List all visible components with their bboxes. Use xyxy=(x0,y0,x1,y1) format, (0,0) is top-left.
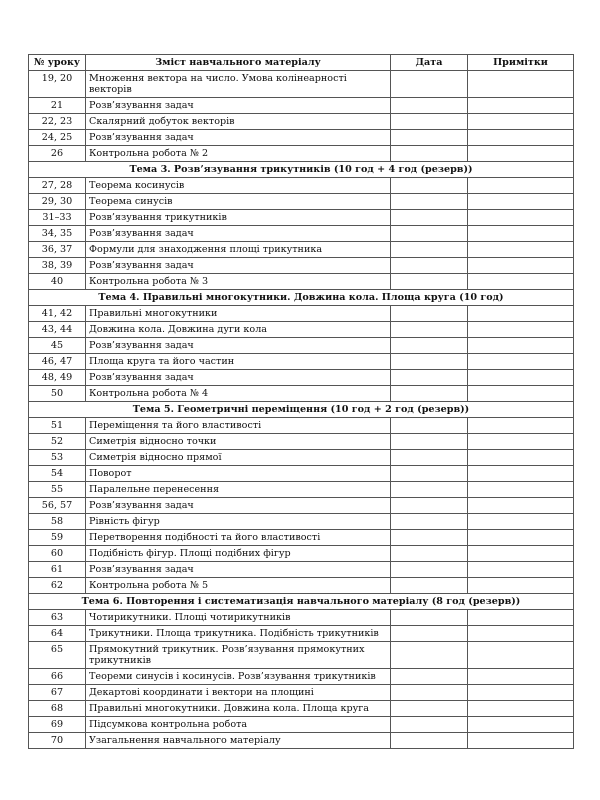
lesson-content: Площа круга та його частин xyxy=(86,354,391,370)
lesson-content: Множення вектора на число. Умова колінеарності векторів xyxy=(86,71,391,98)
table-row xyxy=(29,642,574,669)
table-row xyxy=(29,130,574,146)
date-cell[interactable] xyxy=(391,498,468,514)
lesson-number: 38, 39 xyxy=(29,258,86,274)
lesson-number: 51 xyxy=(29,418,86,434)
table-row xyxy=(29,242,574,258)
lesson-plan-table xyxy=(28,54,574,749)
header-notes: Примітки xyxy=(468,55,574,71)
lesson-number: 62 xyxy=(29,578,86,594)
notes-cell[interactable] xyxy=(468,685,574,701)
date-cell[interactable] xyxy=(391,306,468,322)
topic-title: Тема 5. Геометричні переміщення (10 год + 2 год (резерв)) xyxy=(29,402,574,418)
lesson-number: 22, 23 xyxy=(29,114,86,130)
date-cell[interactable] xyxy=(391,71,468,98)
lesson-number: 55 xyxy=(29,482,86,498)
table-row xyxy=(29,562,574,578)
lesson-content: Подібність фігур. Площі подібних фігур xyxy=(86,546,391,562)
lesson-number: 60 xyxy=(29,546,86,562)
lesson-content: Теорема косинусів xyxy=(86,178,391,194)
notes-cell[interactable] xyxy=(468,546,574,562)
notes-cell[interactable] xyxy=(468,98,574,114)
date-cell[interactable] xyxy=(391,146,468,162)
notes-cell[interactable] xyxy=(468,338,574,354)
lesson-content: Розв’язування задач xyxy=(86,370,391,386)
lesson-number: 53 xyxy=(29,450,86,466)
table-row xyxy=(29,114,574,130)
date-cell[interactable] xyxy=(391,642,468,669)
table-row xyxy=(29,370,574,386)
lesson-content: Розв’язування задач xyxy=(86,226,391,242)
notes-cell[interactable] xyxy=(468,370,574,386)
notes-cell[interactable] xyxy=(468,642,574,669)
lesson-content: Контрольна робота № 4 xyxy=(86,386,391,402)
table-row xyxy=(29,210,574,226)
lesson-content: Контрольна робота № 2 xyxy=(86,146,391,162)
date-cell[interactable] xyxy=(391,370,468,386)
table-row xyxy=(29,450,574,466)
notes-cell[interactable] xyxy=(468,578,574,594)
notes-cell[interactable] xyxy=(468,466,574,482)
date-cell[interactable] xyxy=(391,669,468,685)
lesson-number: 64 xyxy=(29,626,86,642)
topic-row xyxy=(29,594,574,610)
date-cell[interactable] xyxy=(391,578,468,594)
notes-cell[interactable] xyxy=(468,733,574,749)
notes-cell[interactable] xyxy=(468,418,574,434)
date-cell[interactable] xyxy=(391,338,468,354)
table-row xyxy=(29,418,574,434)
lesson-number: 41, 42 xyxy=(29,306,86,322)
table-row xyxy=(29,98,574,114)
notes-cell[interactable] xyxy=(468,514,574,530)
date-cell[interactable] xyxy=(391,258,468,274)
table-row xyxy=(29,338,574,354)
header-content: Зміст навчального матеріалу xyxy=(86,55,391,71)
lesson-number: 21 xyxy=(29,98,86,114)
date-cell[interactable] xyxy=(391,130,468,146)
lesson-content: Довжина кола. Довжина дуги кола xyxy=(86,322,391,338)
lesson-number: 69 xyxy=(29,717,86,733)
lesson-content: Декартові координати і вектори на площині xyxy=(86,685,391,701)
table-row xyxy=(29,178,574,194)
notes-cell[interactable] xyxy=(468,386,574,402)
lesson-content: Узагальнення навчального матеріалу xyxy=(86,733,391,749)
lesson-content: Контрольна робота № 3 xyxy=(86,274,391,290)
table-row xyxy=(29,274,574,290)
lesson-content: Поворот xyxy=(86,466,391,482)
topic-title: Тема 4. Правильні многокутники. Довжина кола. Площа круга (10 год) xyxy=(29,290,574,306)
date-cell[interactable] xyxy=(391,242,468,258)
lesson-number: 36, 37 xyxy=(29,242,86,258)
notes-cell[interactable] xyxy=(468,562,574,578)
notes-cell[interactable] xyxy=(468,146,574,162)
date-cell[interactable] xyxy=(391,717,468,733)
date-cell[interactable] xyxy=(391,626,468,642)
header-lesson-number: № уроку xyxy=(29,55,86,71)
lesson-number: 65 xyxy=(29,642,86,669)
lesson-content: Підсумкова контрольна робота xyxy=(86,717,391,733)
lesson-content: Теорема синусів xyxy=(86,194,391,210)
date-cell[interactable] xyxy=(391,210,468,226)
table-row xyxy=(29,733,574,749)
notes-cell[interactable] xyxy=(468,717,574,733)
notes-cell[interactable] xyxy=(468,130,574,146)
table-row xyxy=(29,669,574,685)
lesson-content: Правильні многокутники xyxy=(86,306,391,322)
lesson-content: Перетворення подібності та його властивості xyxy=(86,530,391,546)
table-row xyxy=(29,386,574,402)
lesson-number: 58 xyxy=(29,514,86,530)
notes-cell[interactable] xyxy=(468,242,574,258)
lesson-number: 45 xyxy=(29,338,86,354)
lesson-number: 24, 25 xyxy=(29,130,86,146)
lesson-number: 56, 57 xyxy=(29,498,86,514)
notes-cell[interactable] xyxy=(468,322,574,338)
date-cell[interactable] xyxy=(391,322,468,338)
table-row xyxy=(29,194,574,210)
lesson-number: 59 xyxy=(29,530,86,546)
notes-cell[interactable] xyxy=(468,701,574,717)
notes-cell[interactable] xyxy=(468,194,574,210)
table-row xyxy=(29,306,574,322)
lesson-number: 48, 49 xyxy=(29,370,86,386)
lesson-content: Прямокутний трикутник. Розв’язування прямокутних трикутників xyxy=(86,642,391,669)
lesson-content: Розв’язування задач xyxy=(86,98,391,114)
table-row xyxy=(29,434,574,450)
notes-cell[interactable] xyxy=(468,178,574,194)
table-body xyxy=(29,71,574,749)
date-cell[interactable] xyxy=(391,562,468,578)
lesson-number: 70 xyxy=(29,733,86,749)
topic-row xyxy=(29,290,574,306)
table-row xyxy=(29,626,574,642)
header-row xyxy=(29,55,574,71)
lesson-content: Рівність фігур xyxy=(86,514,391,530)
lesson-content: Розв’язування задач xyxy=(86,338,391,354)
lesson-number: 46, 47 xyxy=(29,354,86,370)
table-row xyxy=(29,610,574,626)
table-row xyxy=(29,146,574,162)
date-cell[interactable] xyxy=(391,434,468,450)
date-cell[interactable] xyxy=(391,546,468,562)
table-row xyxy=(29,578,574,594)
lesson-number: 66 xyxy=(29,669,86,685)
notes-cell[interactable] xyxy=(468,610,574,626)
notes-cell[interactable] xyxy=(468,274,574,290)
lesson-content: Переміщення та його властивості xyxy=(86,418,391,434)
lesson-number: 50 xyxy=(29,386,86,402)
lesson-number: 27, 28 xyxy=(29,178,86,194)
table-row xyxy=(29,685,574,701)
topic-row xyxy=(29,402,574,418)
notes-cell[interactable] xyxy=(468,354,574,370)
table-row xyxy=(29,530,574,546)
topic-row xyxy=(29,162,574,178)
date-cell[interactable] xyxy=(391,418,468,434)
notes-cell[interactable] xyxy=(468,530,574,546)
lesson-number: 40 xyxy=(29,274,86,290)
lesson-content: Паралельне перенесення xyxy=(86,482,391,498)
lesson-content: Розв’язування задач xyxy=(86,258,391,274)
lesson-content: Формули для знаходження площі трикутника xyxy=(86,242,391,258)
notes-cell[interactable] xyxy=(468,258,574,274)
notes-cell[interactable] xyxy=(468,498,574,514)
table-row xyxy=(29,701,574,717)
date-cell[interactable] xyxy=(391,482,468,498)
table-row xyxy=(29,717,574,733)
table-row xyxy=(29,498,574,514)
date-cell[interactable] xyxy=(391,466,468,482)
table-row xyxy=(29,482,574,498)
date-cell[interactable] xyxy=(391,274,468,290)
lesson-content: Симетрія відносно прямої xyxy=(86,450,391,466)
notes-cell[interactable] xyxy=(468,450,574,466)
date-cell[interactable] xyxy=(391,701,468,717)
notes-cell[interactable] xyxy=(468,306,574,322)
lesson-content: Контрольна робота № 5 xyxy=(86,578,391,594)
date-cell[interactable] xyxy=(391,98,468,114)
notes-cell[interactable] xyxy=(468,210,574,226)
lesson-number: 31–33 xyxy=(29,210,86,226)
date-cell[interactable] xyxy=(391,114,468,130)
notes-cell[interactable] xyxy=(468,669,574,685)
lesson-number: 26 xyxy=(29,146,86,162)
date-cell[interactable] xyxy=(391,610,468,626)
table-row xyxy=(29,258,574,274)
lesson-content: Розв’язування задач xyxy=(86,498,391,514)
date-cell[interactable] xyxy=(391,530,468,546)
lesson-content: Скалярний добуток векторів xyxy=(86,114,391,130)
date-cell[interactable] xyxy=(391,733,468,749)
lesson-content: Теореми синусів і косинусів. Розв’язування трикутників xyxy=(86,669,391,685)
lesson-number: 67 xyxy=(29,685,86,701)
date-cell[interactable] xyxy=(391,450,468,466)
topic-title: Тема 6. Повторення і систематизація навчального матеріалу (8 год (резерв)) xyxy=(29,594,574,610)
table-row xyxy=(29,322,574,338)
date-cell[interactable] xyxy=(391,685,468,701)
lesson-content: Розв’язування трикутників xyxy=(86,210,391,226)
notes-cell[interactable] xyxy=(468,71,574,98)
header-date: Дата xyxy=(391,55,468,71)
topic-title: Тема 3. Розв’язування трикутників (10 год + 4 год (резерв)) xyxy=(29,162,574,178)
lesson-number: 61 xyxy=(29,562,86,578)
date-cell[interactable] xyxy=(391,514,468,530)
table-row xyxy=(29,71,574,98)
table-row xyxy=(29,514,574,530)
notes-cell[interactable] xyxy=(468,626,574,642)
lesson-number: 19, 20 xyxy=(29,71,86,98)
lesson-content: Розв’язування задач xyxy=(86,562,391,578)
table-row xyxy=(29,466,574,482)
table-row xyxy=(29,354,574,370)
lesson-content: Симетрія відносно точки xyxy=(86,434,391,450)
lesson-number: 54 xyxy=(29,466,86,482)
lesson-content: Трикутники. Площа трикутника. Подібність трикутників xyxy=(86,626,391,642)
lesson-content: Правильні многокутники. Довжина кола. Площа круга xyxy=(86,701,391,717)
date-cell[interactable] xyxy=(391,386,468,402)
notes-cell[interactable] xyxy=(468,114,574,130)
notes-cell[interactable] xyxy=(468,482,574,498)
lesson-number: 43, 44 xyxy=(29,322,86,338)
lesson-content: Чотирикутники. Площі чотирикутників xyxy=(86,610,391,626)
date-cell[interactable] xyxy=(391,178,468,194)
lesson-number: 52 xyxy=(29,434,86,450)
table-row xyxy=(29,546,574,562)
date-cell[interactable] xyxy=(391,194,468,210)
table-row xyxy=(29,226,574,242)
lesson-content: Розв’язування задач xyxy=(86,130,391,146)
lesson-number: 68 xyxy=(29,701,86,717)
date-cell[interactable] xyxy=(391,354,468,370)
lesson-number: 29, 30 xyxy=(29,194,86,210)
notes-cell[interactable] xyxy=(468,226,574,242)
lesson-number: 63 xyxy=(29,610,86,626)
notes-cell[interactable] xyxy=(468,434,574,450)
date-cell[interactable] xyxy=(391,226,468,242)
lesson-number: 34, 35 xyxy=(29,226,86,242)
